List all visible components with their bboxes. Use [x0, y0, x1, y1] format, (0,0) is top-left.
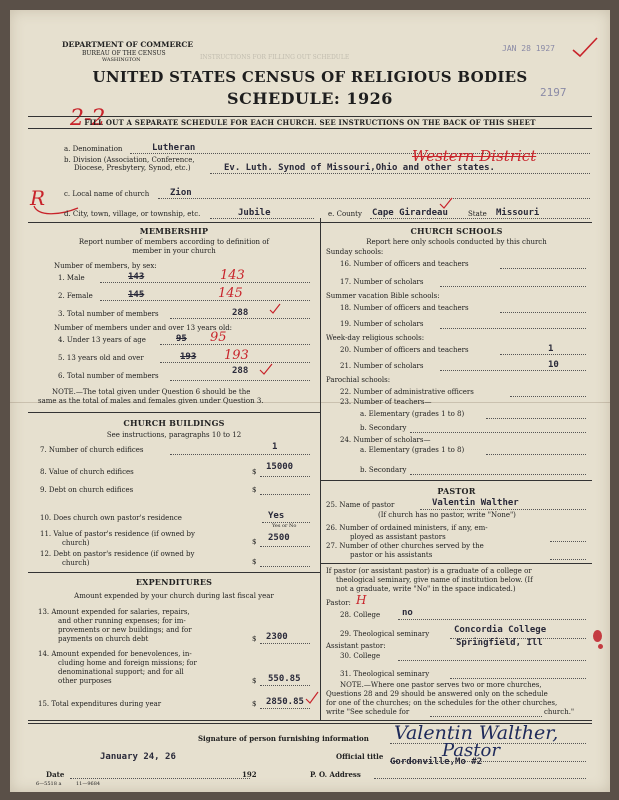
assistant-ministers-label-1: 26. Number of ordained ministers, if any, em-: [326, 524, 488, 532]
pastor-handwritten-mark: H: [356, 593, 367, 607]
pastor-college-label: 28. College: [340, 611, 381, 619]
under-13-line: [160, 344, 310, 345]
weekday-scholars-line: [440, 370, 586, 371]
form-number: 6—5518 a: [36, 781, 62, 787]
buildings-heading: CHURCH BUILDINGS: [123, 418, 225, 428]
members-by-sex-label: Number of members, by sex:: [54, 262, 157, 270]
dollar-sign: $: [252, 486, 257, 494]
total-members-line: [170, 318, 310, 319]
state-value: Missouri: [496, 208, 540, 218]
other-churches-label-1: 27. Number of other churches served by the: [326, 542, 484, 550]
division-handwritten: Western District: [412, 147, 537, 165]
sunday-schools-label: Sunday schools:: [326, 248, 384, 256]
pastor-note-5: church.": [544, 708, 575, 716]
female-label: 2. Female: [58, 292, 93, 300]
male-label: 1. Male: [58, 274, 85, 282]
male-typed-value: 143: [128, 272, 145, 282]
benevolences-label-4: other purposes: [58, 677, 112, 685]
owns-residence-label: 10. Does church own pastor's residence: [40, 514, 182, 522]
sunday-officers-line: [500, 268, 586, 269]
po-address-value: Gordonville,Mo #2: [390, 757, 483, 767]
benevolences-label-2: cluding home and foreign missions; for: [58, 659, 197, 667]
dollar-sign: $: [252, 700, 257, 708]
vacation-officers-line: [500, 312, 586, 313]
bleed-through-text: INSTRUCTIONS FOR FILLING OUT SCHEDULE: [200, 54, 350, 61]
female-handwritten-value: 145: [218, 286, 243, 301]
signature: Valentin Walther,: [394, 722, 559, 744]
form-title: UNITED STATES CENSUS OF RELIGIOUS BODIES: [92, 68, 528, 86]
print-number: 11—9684: [76, 781, 101, 787]
sunday-scholars-line: [440, 286, 586, 287]
expenditures-intro: Amount expended by your church during last fiscal year: [74, 592, 274, 600]
pastor-note-3: for one of the churches; on the schedules for the other churches,: [326, 699, 558, 707]
over-13-label: 5. 13 years old and over: [58, 354, 144, 362]
pastor-seminary-value: Concordia College: [454, 625, 547, 635]
handwritten-r: R: [30, 186, 46, 210]
graduate-note-2: theological seminary, give name of institution below. (If: [336, 576, 533, 584]
denomination-label: a. Denomination: [64, 145, 123, 153]
pastor-name-label: 25. Name of pastor: [326, 501, 395, 509]
yes-or-no-caption: Yes or No: [272, 523, 297, 529]
membership-heading: MEMBERSHIP: [139, 226, 209, 236]
pastor-note-2: Questions 28 and 29 should be answered only on the schedule: [326, 690, 548, 698]
pastor-name-caption: (If church has no pastor, write "None"): [378, 511, 516, 519]
running-expenses-label-3: provements or new buildings; and for: [58, 626, 192, 634]
parochial-scholars-label: 24. Number of scholars—: [340, 436, 431, 444]
residence-value-label-2: church): [62, 539, 90, 547]
check-mark-icon: [304, 690, 320, 706]
total-members-label: 3. Total number of members: [58, 310, 159, 318]
pastor-heading: PASTOR: [437, 486, 476, 496]
residence-value-line: [260, 546, 310, 547]
check-mark-icon: [438, 196, 454, 210]
total-members-age-line: [170, 380, 310, 381]
header-rule-lower: [28, 128, 592, 129]
po-address-line: [374, 778, 586, 779]
dollar-sign: $: [252, 558, 257, 566]
handwritten-number: 2-2: [70, 106, 106, 131]
buildings-see-instructions: See instructions, paragraphs 10 to 12: [106, 431, 242, 439]
total-members-age-value: 288: [232, 366, 249, 376]
pastor-note-1: NOTE.—Where one pastor serves two or more churches,: [340, 681, 542, 689]
schedule-title: SCHEDULE: 1926: [227, 89, 393, 108]
received-date-stamp: JAN 28 1927: [502, 44, 555, 53]
under-13-typed-value: 95: [176, 334, 187, 344]
church-name-line: [158, 198, 590, 199]
expenditures-heading: EXPENDITURES: [135, 577, 213, 587]
county-label: e. County: [328, 210, 362, 218]
edifice-value-label: 8. Value of church edifices: [40, 468, 134, 476]
assistant-pastor-value: Springfield, Ill: [456, 638, 543, 648]
parochial-teachers-secondary: b. Secondary: [360, 424, 407, 432]
weekday-scholars-label: 21. Number of scholars: [340, 362, 424, 370]
pastor-college-line: [398, 619, 586, 620]
county-value: Cape Girardeau: [372, 208, 448, 218]
weekday-schools-label: Week-day religious schools:: [326, 334, 425, 342]
church-name-value: Zion: [170, 188, 192, 198]
date-label: Date: [46, 770, 65, 779]
male-handwritten-value: 143: [220, 268, 245, 283]
graduate-note-3: not a graduate, write "No" in the space indicated.): [336, 585, 516, 593]
footer-rule: [28, 720, 592, 721]
female-line: [100, 300, 310, 301]
parochial-teachers-elementary: a. Elementary (grades 1 to 8): [360, 410, 465, 418]
vacation-schools-label: Summer vacation Bible schools:: [326, 292, 440, 300]
vacation-scholars-label: 19. Number of scholars: [340, 320, 424, 328]
year-suffix: 192: [242, 770, 257, 779]
assistant-seminary-line: [450, 678, 586, 679]
po-address-label: P. O. Address: [310, 770, 361, 779]
assistant-ministers-line: [550, 541, 586, 542]
benevolences-label-1: 14. Amount expended for benevolences, in-: [38, 650, 192, 658]
parochial-scholars-secondary-line: [410, 474, 586, 475]
weekday-officers-value: 1: [548, 344, 554, 354]
running-expenses-label-4: payments on church debt: [58, 635, 149, 643]
running-expenses-label-1: 13. Amount expended for salaries, repairs,: [38, 608, 190, 616]
graduate-note-1: If pastor (or assistant pastor) is a graduate of a college or: [326, 567, 532, 575]
vacation-scholars-line: [440, 328, 586, 329]
edifice-debt-label: 9. Debt on church edifices: [40, 486, 134, 494]
weekday-scholars-value: 10: [548, 360, 559, 370]
parochial-teachers-label: 23. Number of teachers—: [340, 398, 432, 406]
members-by-age-label: Number of members under and over 13 years old:: [54, 324, 233, 332]
edifice-value: 15000: [266, 462, 294, 472]
division-value: Ev. Luth. Synod of Missouri,Ohio and other states.: [224, 163, 495, 173]
city-label: d. City, town, village, or township, etc.: [64, 210, 201, 218]
form-instruction: FILL OUT A SEPARATE SCHEDULE FOR EACH CHURCH. SEE INSTRUCTIONS ON THE BACK OF THIS SHEET: [84, 118, 536, 127]
date-line: [70, 778, 250, 779]
header-rule: [28, 116, 592, 117]
parochial-teachers-secondary-line: [410, 432, 586, 433]
parochial-schools-label: Parochial schools:: [326, 376, 391, 384]
official-title-label: Official title: [336, 752, 384, 761]
church-schools-heading: CHURCH SCHOOLS: [410, 226, 503, 236]
assistant-ministers-label-2: ployed as assistant pastors: [350, 533, 446, 541]
under-13-handwritten-value: 95: [210, 330, 227, 345]
parochial-scholars-elementary: a. Elementary (grades 1 to 8): [360, 446, 465, 454]
residence-value-label-1: 11. Value of pastor's residence (if owned by: [40, 530, 195, 538]
pastor-mid-rule: [321, 563, 592, 564]
sunday-officers-label: 16. Number of officers and teachers: [340, 260, 469, 268]
pastor-name-line: [420, 509, 586, 510]
parochial-admin-line: [510, 396, 586, 397]
vacation-officers-label: 18. Number of officers and teachers: [340, 304, 469, 312]
total-members-age-label: 6. Total number of members: [58, 372, 159, 380]
over-13-typed-value: 193: [180, 352, 197, 362]
over-13-handwritten-value: 193: [224, 348, 249, 363]
total-members-value: 288: [232, 308, 249, 318]
dollar-sign: $: [252, 677, 257, 685]
parochial-scholars-elementary-line: [486, 454, 586, 455]
serial-number-stamp: 2197: [540, 86, 567, 99]
census-schedule-sheet: [10, 10, 610, 792]
total-expenditures-label: 15. Total expenditures during year: [38, 700, 162, 708]
check-mark-icon: [570, 34, 600, 60]
buildings-bottom-rule: [28, 572, 320, 573]
assistant-college-label: 30. College: [340, 652, 381, 660]
department-name: DEPARTMENT OF COMMERCE: [62, 40, 194, 49]
parochial-teachers-elementary-line: [486, 418, 586, 419]
membership-note-2: same as the total of males and females given under Question 3.: [38, 397, 264, 405]
pastor-note-4: write "See schedule for: [326, 708, 410, 716]
church-name-label: c. Local name of church: [64, 190, 150, 198]
assistant-seminary-label: 31. Theological seminary: [340, 670, 430, 678]
parochial-admin-label: 22. Number of administrative officers: [340, 388, 474, 396]
edifice-value-line: [260, 476, 310, 477]
residence-debt-label-1: 12. Debt on pastor's residence (if owned by: [40, 550, 195, 558]
male-line: [100, 282, 310, 283]
assistant-college-line: [398, 660, 586, 661]
denomination-value: Lutheran: [152, 143, 196, 153]
church-edifices-value: 1: [272, 442, 278, 452]
parochial-scholars-secondary: b. Secondary: [360, 466, 407, 474]
membership-intro-1: Report number of members according to definition of: [78, 238, 270, 246]
weekday-officers-label: 20. Number of officers and teachers: [340, 346, 469, 354]
official-title-value: Pastor: [442, 740, 500, 761]
dollar-sign: $: [252, 635, 257, 643]
check-mark-icon: [258, 362, 274, 376]
bureau-city: WASHINGTON: [102, 57, 141, 63]
section-rule-top: [28, 222, 592, 223]
membership-intro-2: member in your church: [132, 247, 216, 255]
weekday-officers-line: [500, 354, 586, 355]
dollar-sign: $: [252, 468, 257, 476]
female-typed-value: 145: [128, 290, 145, 300]
residence-value: 2500: [268, 533, 290, 543]
membership-bottom-rule: [28, 412, 320, 413]
other-churches-label-2: pastor or his assistants: [350, 551, 433, 559]
total-expenditures-value: 2850.85: [266, 697, 304, 707]
dollar-sign: $: [252, 538, 257, 546]
total-expenditures-line: [260, 708, 310, 709]
other-churches-line: [550, 559, 586, 560]
benevolences-label-3: denominational support; and for all: [58, 668, 184, 676]
owns-residence-value: Yes: [268, 511, 285, 521]
residence-debt-line: [260, 566, 310, 567]
red-ink-blot: [598, 644, 603, 649]
under-13-label: 4. Under 13 years of age: [58, 336, 146, 344]
residence-debt-label-2: church): [62, 559, 90, 567]
church-edifices-line: [170, 454, 310, 455]
benevolences-line: [260, 685, 310, 686]
city-value: Jubile: [238, 208, 271, 218]
pastor-subheading: Pastor:: [326, 599, 351, 607]
assistant-pastor-subheading: Assistant pastor:: [326, 642, 386, 650]
pastor-note-line: [430, 716, 542, 717]
membership-note-1: NOTE.—The total given under Question 6 should be the: [52, 388, 251, 396]
running-expenses-label-2: and other running expenses; for im-: [58, 617, 186, 625]
date-value: January 24, 26: [100, 752, 176, 762]
division-label-2: Diocese, Presbytery, Synod, etc.): [74, 164, 191, 172]
signature-label: Signature of person furnishing information: [198, 734, 369, 743]
check-mark-icon: [268, 302, 282, 316]
bureau-name: BUREAU OF THE CENSUS: [82, 50, 166, 57]
benevolences-value: 550.85: [268, 674, 301, 684]
running-expenses-line: [260, 643, 310, 644]
sunday-scholars-label: 17. Number of scholars: [340, 278, 424, 286]
schools-bottom-rule: [321, 480, 592, 481]
pastor-college-value: no: [402, 608, 413, 618]
church-schools-intro: Report here only schools conducted by this church: [366, 238, 547, 246]
pastor-seminary-label: 29. Theological seminary: [340, 630, 430, 638]
state-label: State: [468, 210, 487, 218]
pastor-name-value: Valentin Walther: [432, 498, 519, 508]
running-expenses-value: 2300: [266, 632, 288, 642]
division-label-1: b. Division (Association, Conference,: [64, 156, 195, 164]
edifice-debt-line: [260, 494, 310, 495]
division-line: [210, 173, 590, 174]
column-divider: [320, 218, 321, 720]
city-line: [210, 218, 314, 219]
red-ink-blot: [593, 630, 602, 642]
church-edifices-label: 7. Number of church edifices: [40, 446, 144, 454]
